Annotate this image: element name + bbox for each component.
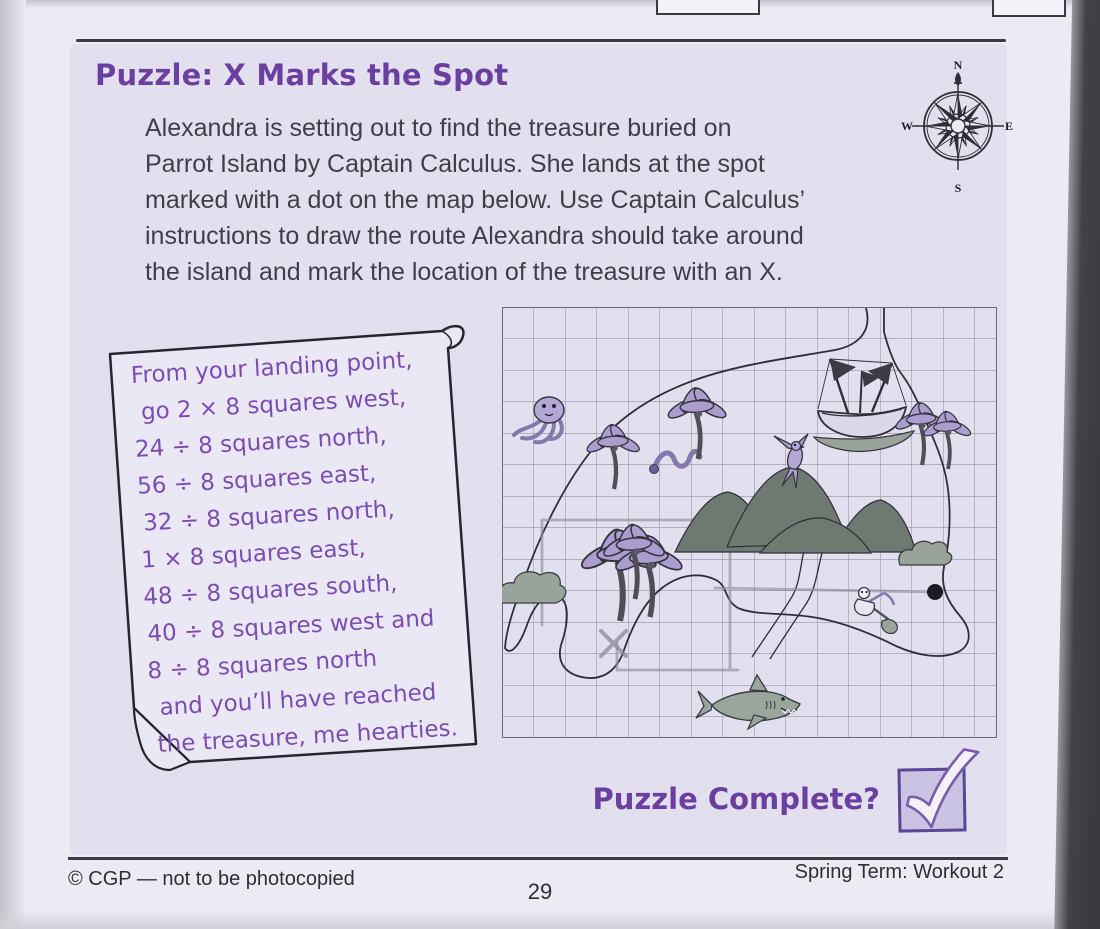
checkmark-icon — [892, 742, 986, 836]
puzzle-panel — [70, 44, 1014, 855]
intro-line: the island and mark the location of the treasure with an X. — [145, 258, 783, 286]
note-line: 40 ÷ 8 squares west and — [146, 605, 436, 648]
note-line: and you’ll have reached — [158, 679, 438, 721]
previous-answer-box — [656, 0, 760, 15]
intro-line: Parrot Island by Captain Calculus. She lands at the spot — [145, 150, 765, 178]
note-line: 56 ÷ 8 squares east, — [136, 460, 377, 500]
captains-note — [92, 318, 497, 780]
note-line: 32 ÷ 8 squares north, — [142, 496, 396, 537]
note-line: From your landing point, — [130, 347, 414, 389]
note-line: 24 ÷ 8 squares north, — [134, 422, 388, 463]
page-number: 29 — [527, 879, 553, 904]
photo-top-shadow — [0, 0, 1100, 8]
note-line: 48 ÷ 8 squares south, — [142, 570, 399, 611]
note-line: 1 × 8 squares east, — [140, 535, 367, 574]
intro-line: instructions to draw the route Alexandra should take around — [145, 222, 804, 250]
puzzle-complete-checkbox[interactable] — [897, 767, 966, 832]
puzzle-complete-label: Puzzle Complete? — [592, 782, 880, 816]
photo-bottom-shadow — [0, 909, 1100, 929]
note-line: the treasure, me hearties. — [156, 715, 459, 759]
fleur-de-lis-icon — [955, 72, 961, 86]
section-divider-rule — [76, 39, 1006, 42]
note-instructions — [130, 339, 484, 764]
photo-left-edge — [0, 0, 26, 929]
copyright-text: © CGP — not to be photocopied — [68, 868, 355, 890]
compass-east-label: E — [1004, 119, 1014, 133]
previous-answer-box — [992, 0, 1066, 17]
landing-dot — [927, 584, 943, 600]
compass-west-label: W — [901, 119, 913, 133]
term-label: Spring Term: Workout 2 — [794, 861, 1004, 883]
photo-right-edge — [1054, 0, 1100, 929]
compass-north-label: N — [953, 58, 963, 72]
note-line: 8 ÷ 8 squares north — [146, 645, 378, 685]
intro-paragraph — [145, 110, 805, 290]
intro-line: Alexandra is setting out to find the treasure buried on — [145, 114, 732, 142]
note-line: go 2 × 8 squares west, — [140, 384, 407, 426]
compass-rose-icon — [898, 58, 1018, 203]
intro-line: marked with a dot on the map below. Use Captain Calculus’ — [145, 186, 806, 214]
treasure-map[interactable] — [502, 307, 997, 738]
compass-south-label: S — [954, 181, 962, 195]
footer-rule — [68, 857, 1008, 860]
puzzle-title: Puzzle: X Marks the Spot — [95, 58, 509, 92]
